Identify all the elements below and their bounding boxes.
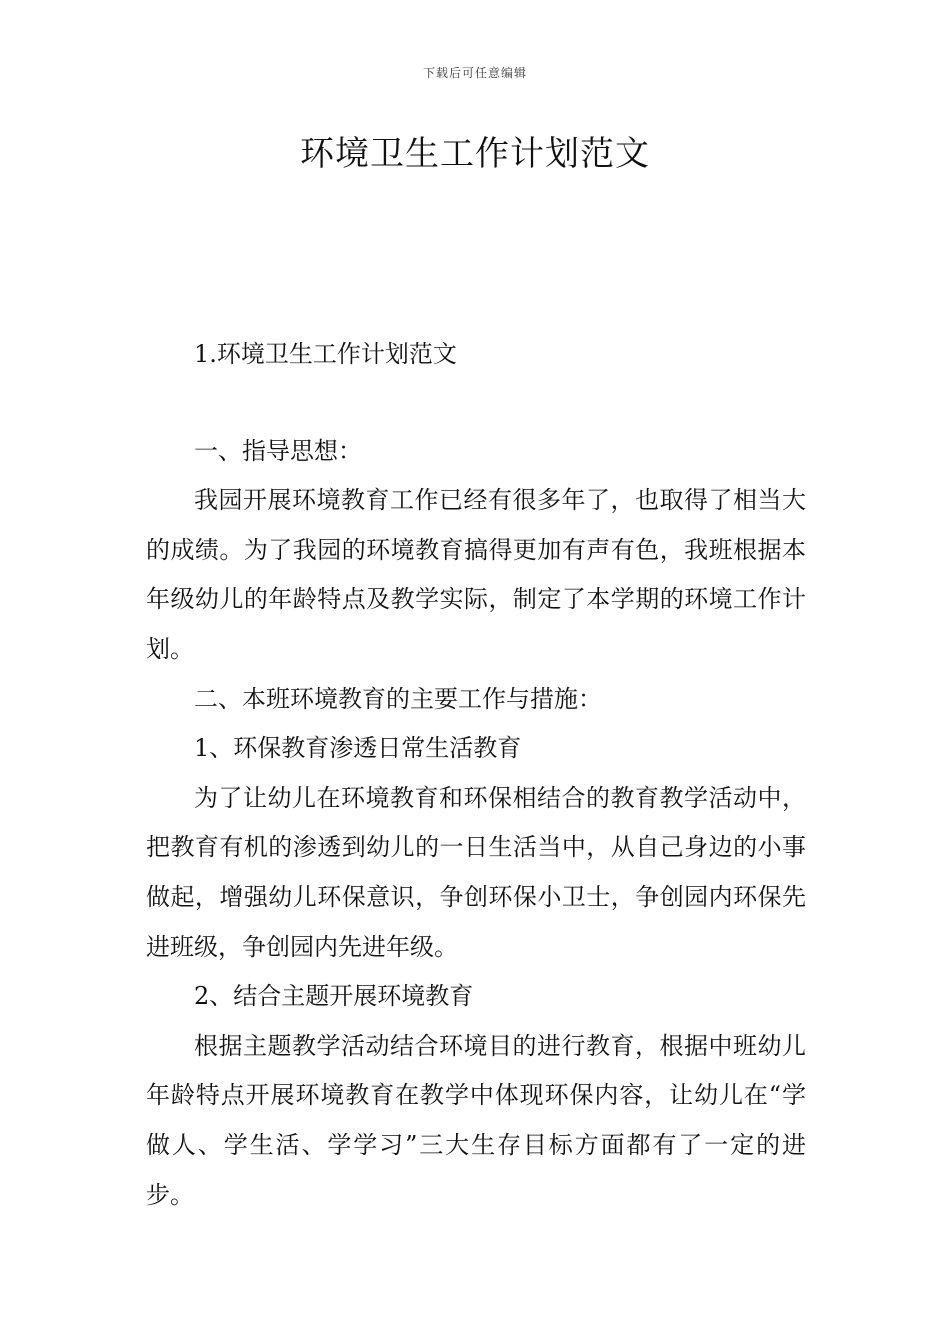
paragraph-item-1: 为了让幼儿在环境教育和环保相结合的教育教学活动中，把教育有机的渗透到幼儿的一日生活当中，从自己身边的小事做起，增强幼儿环保意识，争创环保小卫士，争创园内环保先进班级，争创园内先进年级。 (146, 783, 806, 961)
section-subtitle: 1.环境卫生工作计划范文 (194, 340, 457, 368)
paragraph-intro: 我园开展环境教育工作已经有很多年了，也取得了相当大的成绩。为了我园的环境教育搞得更加有声有色，我班根据本年级幼儿的年龄特点及教学实际，制定了本学期的环境工作计划。 (146, 486, 806, 663)
page-header-note: 下载后可任意编辑 (422, 66, 527, 80)
heading-main-work: 二、本班环境教育的主要工作与措施： (194, 684, 602, 713)
heading-item-1: 1、环保教育渗透日常生活教育 (194, 734, 522, 763)
heading-item-2: 2、结合主题开展环境教育 (194, 982, 474, 1011)
paragraph-item-2: 根据主题教学活动结合环境目的进行教育，根据中班幼儿年龄特点开展环境教育在教学中体现环保内容，让幼儿在“学做人、学生活、学学习”三大生存目标方面都有了一定的进步。 (146, 1031, 806, 1209)
heading-guiding-thought: 一、指导思想： (194, 436, 362, 465)
spacer (146, 380, 806, 427)
document-body (146, 330, 806, 1220)
document-title: 环境卫生工作计划范文 (300, 134, 650, 174)
